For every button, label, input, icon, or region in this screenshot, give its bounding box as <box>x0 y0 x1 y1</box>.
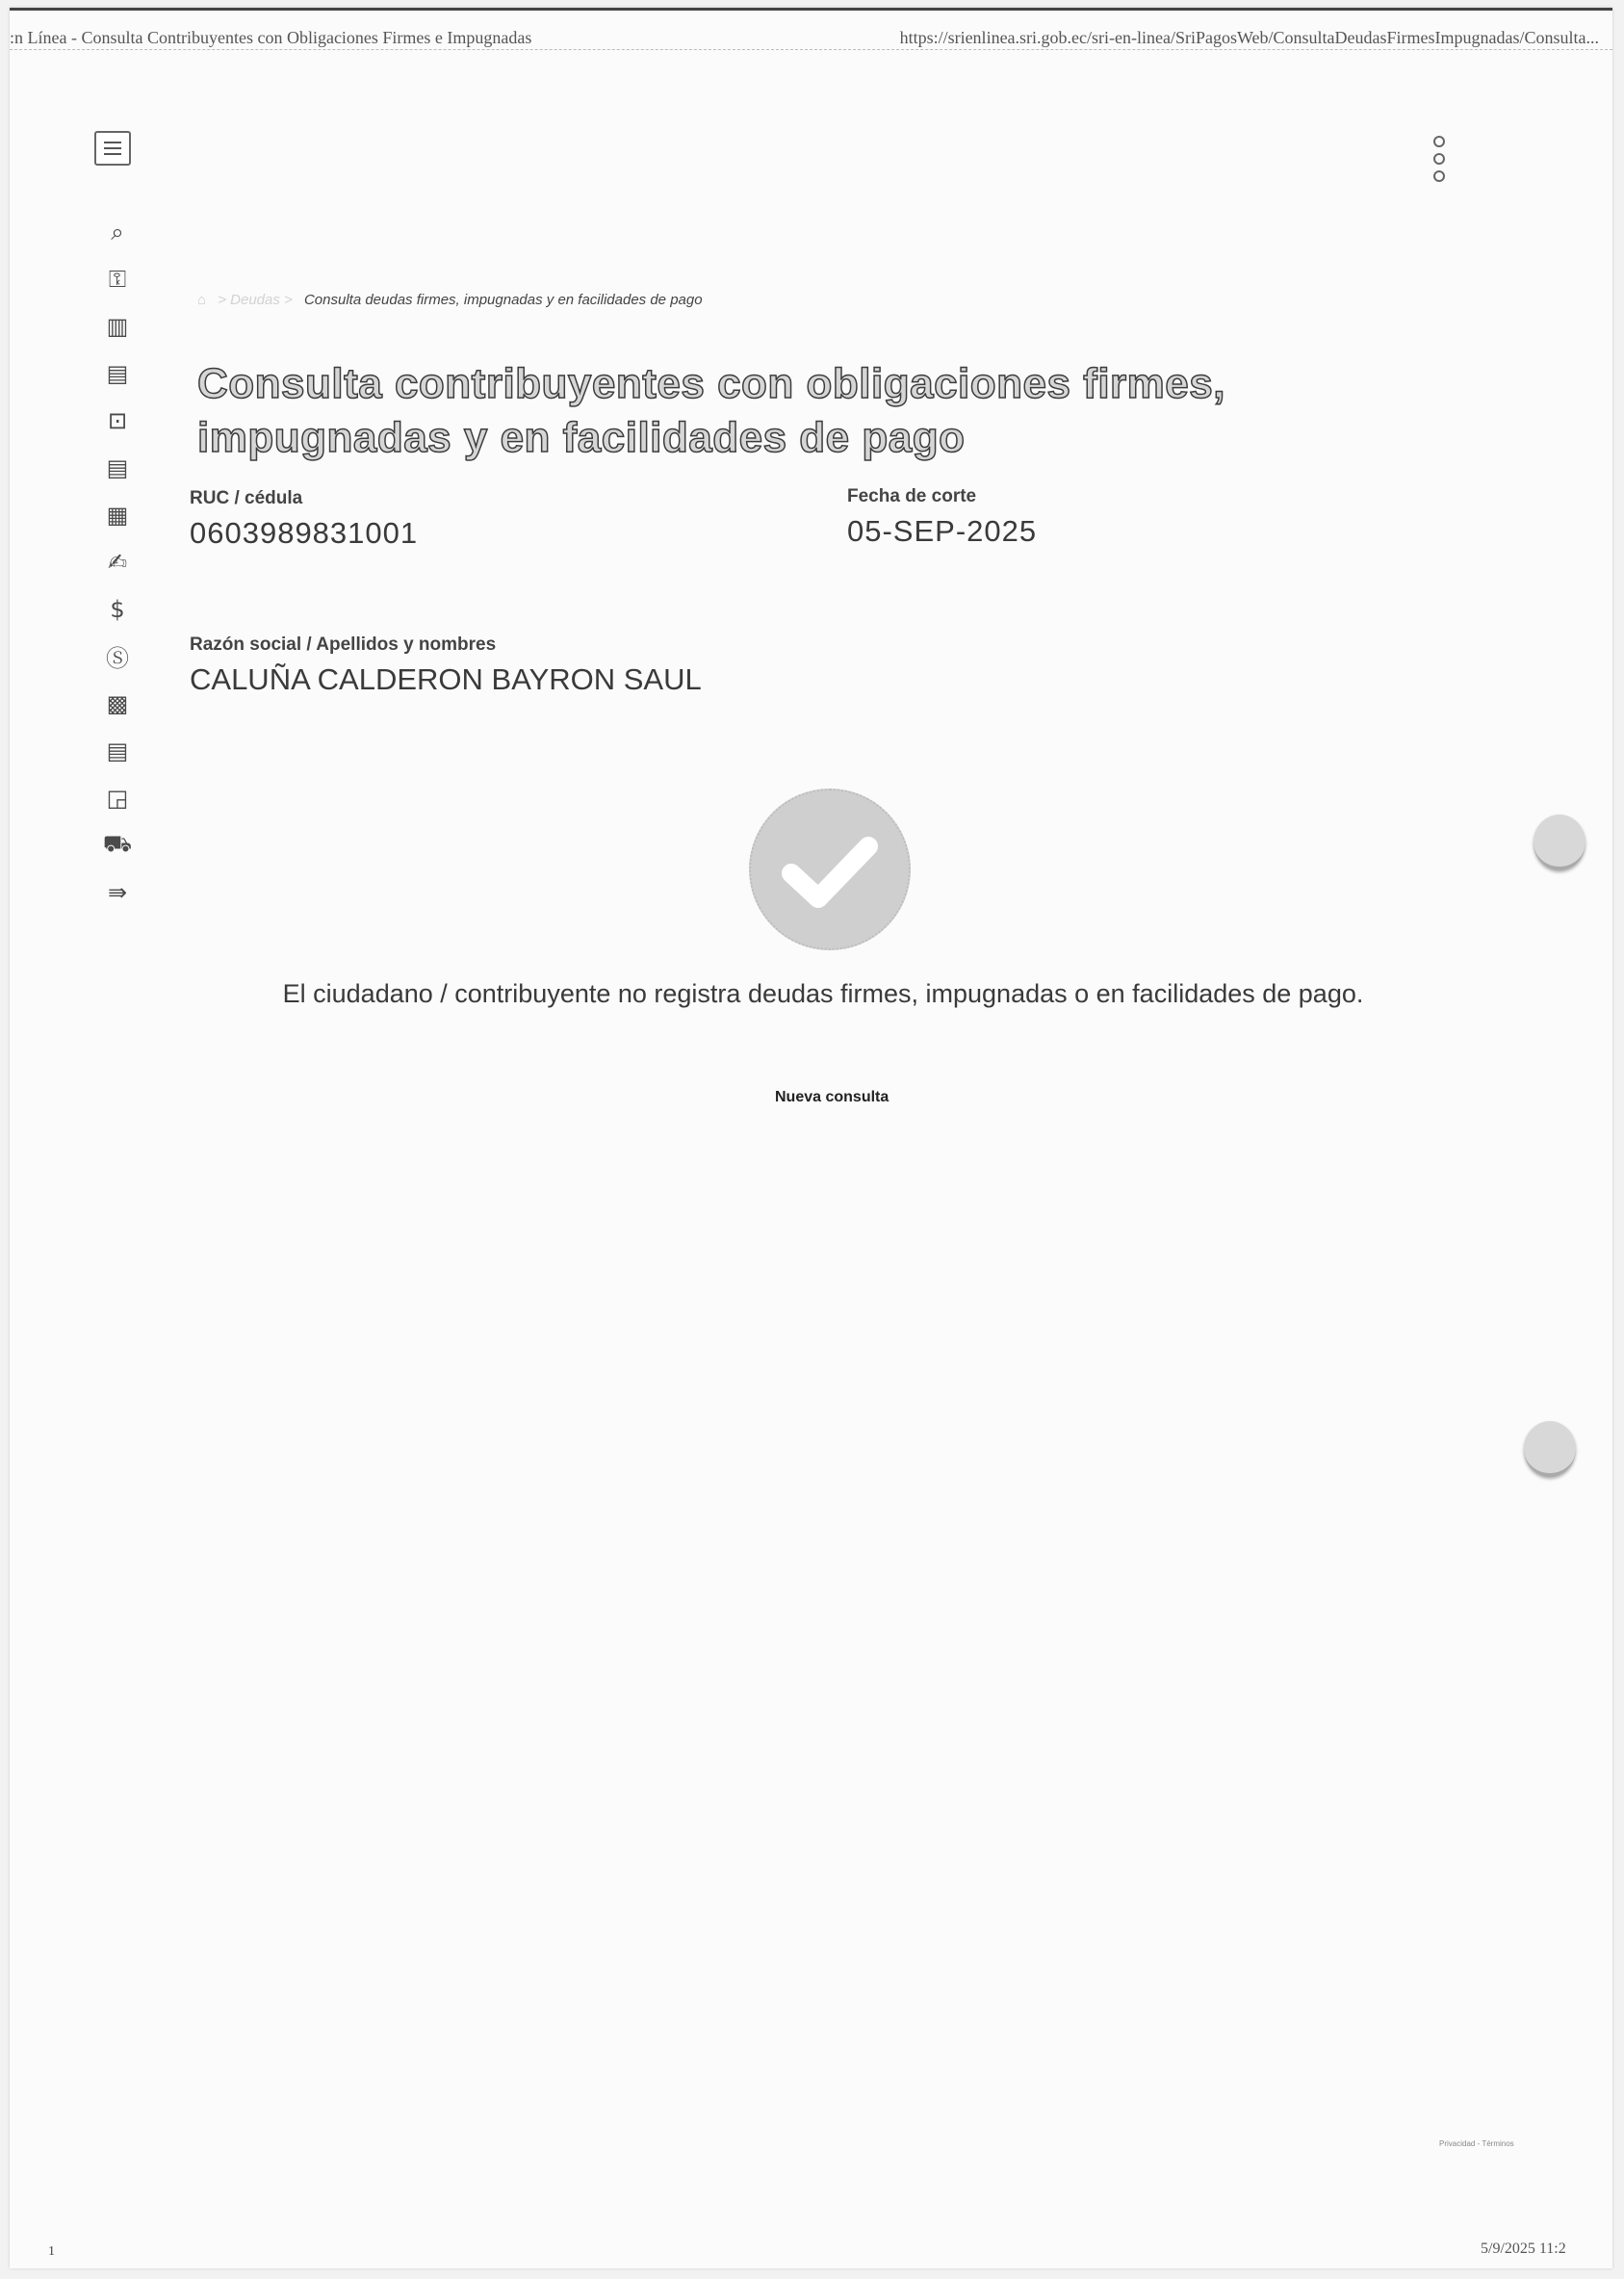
key-icon[interactable]: ⚿ <box>108 265 127 293</box>
home-icon[interactable]: ⌂ <box>197 292 207 308</box>
cart-icon[interactable]: ⊡ <box>107 406 128 434</box>
breadcrumb <box>197 292 703 308</box>
print-header-title: :n Línea - Consulta Contribuyentes con Obligaciones Firmes e Impugnadas <box>10 28 532 47</box>
dollar-icon[interactable]: $ <box>110 595 125 623</box>
name-label: Razón social / Apellidos y nombres <box>190 634 497 655</box>
breadcrumb-parent[interactable]: > Deudas > <box>218 292 293 308</box>
date-value: 05-SEP-2025 <box>847 514 1038 548</box>
search-icon[interactable]: ⌕ <box>111 218 124 246</box>
money-circle-icon[interactable]: Ⓢ <box>106 645 129 672</box>
handshake-icon[interactable]: ✍ <box>107 548 128 576</box>
page-number: 1 <box>48 2244 55 2259</box>
punch-hole <box>1524 1421 1576 1477</box>
car-icon[interactable]: ⛟ <box>102 830 133 857</box>
breadcrumb-current: Consulta deudas firmes, impugnadas y en facilidades de pago <box>303 292 703 308</box>
printed-page <box>10 8 1612 2268</box>
exit-icon[interactable]: ⇛ <box>107 878 128 906</box>
sidebar <box>96 208 139 916</box>
document-icon[interactable]: ▤ <box>106 453 129 481</box>
file-icon[interactable]: ▦ <box>106 501 129 529</box>
date-label: Fecha de corte <box>847 486 977 506</box>
company-icon[interactable]: ▤ <box>106 359 129 387</box>
punch-hole <box>1534 815 1585 870</box>
print-header-url: https://srienlinea.sri.gob.ec/sri-en-linea/SriPagosWeb/ConsultaDeudasFirmesImpugnadas/Consulta... <box>899 28 1599 47</box>
new-query-button[interactable]: Nueva consulta <box>775 1089 889 1105</box>
name-value: CALUÑA CALDERON BAYRON SAUL <box>190 662 702 696</box>
certificate-icon[interactable]: ◲ <box>106 784 129 812</box>
check-circle-icon <box>749 789 911 950</box>
more-options-icon[interactable] <box>1432 136 1446 182</box>
ruc-value: 0603989831001 <box>190 516 419 550</box>
receipt-icon[interactable]: ▤ <box>106 737 129 764</box>
building-icon[interactable]: ▥ <box>106 312 129 340</box>
page-title: Consulta contribuyentes con obligaciones firmes, impugnadas y en facilidades de pago <box>197 360 1225 461</box>
ruc-label: RUC / cédula <box>190 488 303 508</box>
print-header <box>10 11 1612 50</box>
hamburger-menu-icon[interactable] <box>94 131 131 166</box>
print-date: 5/9/2025 11:2 <box>1481 2240 1566 2257</box>
footer-links[interactable]: Privacidad - Términos <box>1439 2139 1514 2148</box>
vehicles-icon[interactable]: ▩ <box>106 689 129 717</box>
result-message: El ciudadano / contribuyente no registra deudas firmes, impugnadas o en facilidades de pago. <box>282 979 1364 1008</box>
